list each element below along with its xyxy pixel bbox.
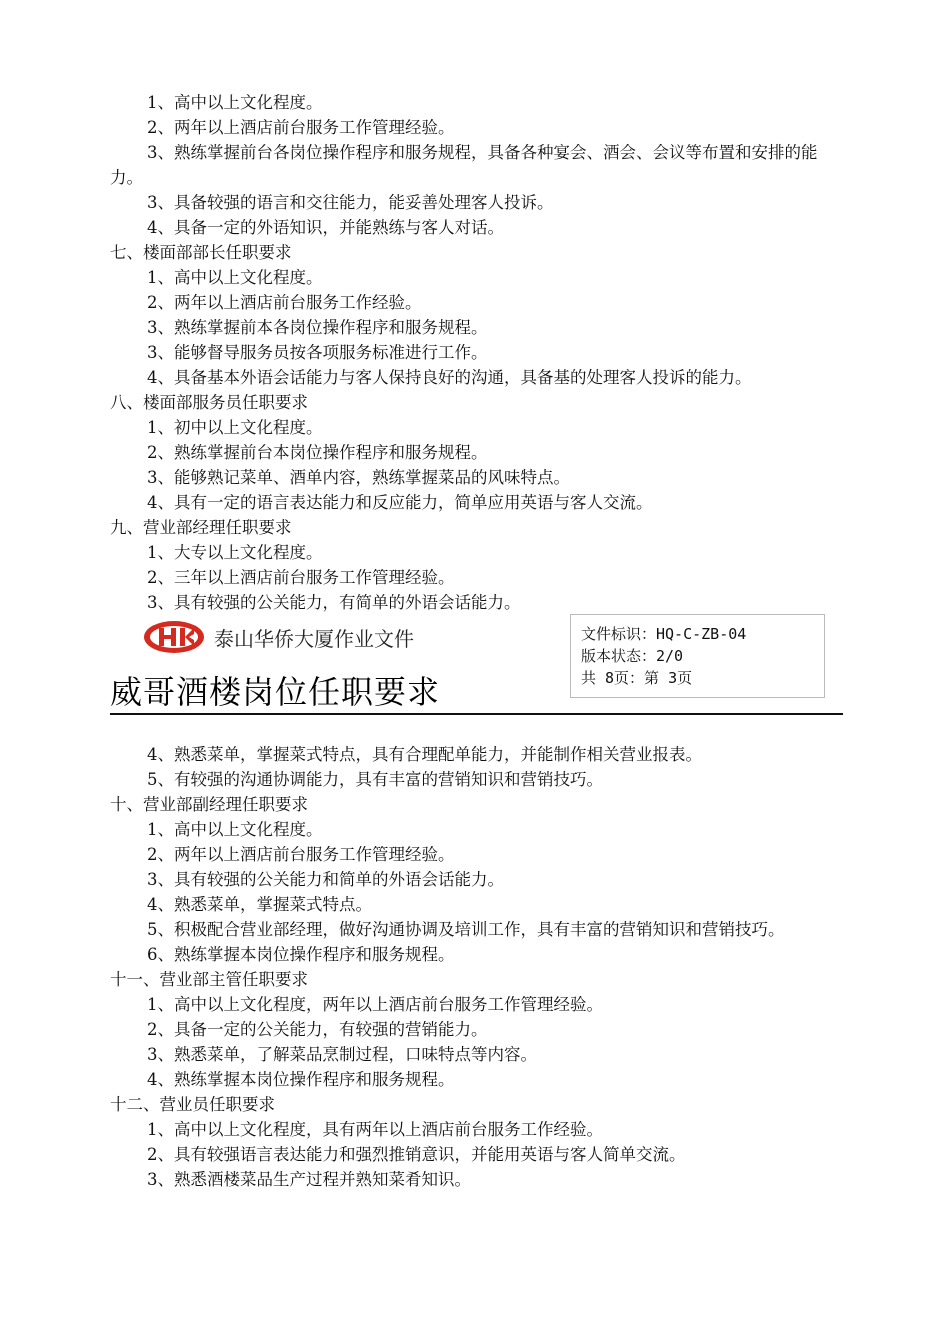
- section-heading: 十一、营业部主管任职要求: [110, 970, 308, 989]
- requirement-item: 2、具有较强语言表达能力和强烈推销意识，并能用英语与客人简单交流。: [147, 1145, 686, 1164]
- section-heading: 七、楼面部部长任职要求: [110, 243, 292, 262]
- section-heading: 八、楼面部服务员任职要求: [110, 393, 308, 412]
- requirement-item: 2、具备一定的公关能力，有较强的营销能力。: [147, 1020, 488, 1039]
- requirement-item: 6、熟练掌握本岗位操作程序和服务规程。: [147, 945, 455, 964]
- page-count: 共 8页：第 3页: [581, 669, 693, 687]
- requirement-item: 1、高中以上文化程度。: [147, 820, 323, 839]
- requirement-item: 2、两年以上酒店前台服务工作管理经验。: [147, 845, 455, 864]
- company-logo-icon: [142, 619, 206, 655]
- requirement-item: 2、两年以上酒店前台服务工作经验。: [147, 293, 422, 312]
- requirement-item: 3、具有较强的公关能力和简单的外语会话能力。: [147, 870, 504, 889]
- requirement-item: 4、熟练掌握本岗位操作程序和服务规程。: [147, 1070, 455, 1089]
- requirement-item: 2、熟练掌握前台本岗位操作程序和服务规程。: [147, 443, 488, 462]
- requirement-item: 1、大专以上文化程度。: [147, 543, 323, 562]
- requirement-item: 3、能够熟记菜单、酒单内容，熟练掌握菜品的风味特点。: [147, 468, 570, 487]
- requirement-item: 3、具有较强的公关能力，有简单的外语会话能力。: [147, 593, 521, 612]
- requirement-item: 5、有较强的沟通协调能力，具有丰富的营销知识和营销技巧。: [147, 770, 603, 789]
- doc-id: 文件标识：HQ-C-ZB-04: [581, 625, 747, 643]
- requirement-item: 3、能够督导服务员按各项服务标准进行工作。: [147, 343, 488, 362]
- version-status: 版本状态：2/0: [581, 647, 684, 665]
- requirement-item: 4、具有一定的语言表达能力和反应能力，简单应用英语与客人交流。: [147, 493, 653, 512]
- requirement-item: 4、具备一定的外语知识，并能熟练与客人对话。: [147, 218, 504, 237]
- requirement-item: 2、三年以上酒店前台服务工作管理经验。: [147, 568, 455, 587]
- company-name: 泰山华侨大厦作业文件: [214, 627, 414, 651]
- requirement-item: 3、熟悉酒楼菜品生产过程并熟知菜肴知识。: [147, 1170, 471, 1189]
- requirement-item: 3、熟练掌握前本各岗位操作程序和服务规程。: [147, 318, 488, 337]
- section-heading: 十二、营业员任职要求: [110, 1095, 275, 1114]
- section-heading: 十、营业部副经理任职要求: [110, 795, 308, 814]
- requirement-item: 4、熟悉菜单，掌握菜式特点。: [147, 895, 372, 914]
- requirement-item: 1、高中以上文化程度，具有两年以上酒店前台服务工作经验。: [147, 1120, 603, 1139]
- document-title: 威哥酒楼岗位任职要求: [110, 673, 441, 711]
- section-heading: 九、营业部经理任职要求: [110, 518, 292, 537]
- document-header: [110, 611, 845, 719]
- requirement-item: 1、高中以上文化程度，两年以上酒店前台服务工作管理经验。: [147, 995, 603, 1014]
- requirement-item: 1、初中以上文化程度。: [147, 418, 323, 437]
- requirement-item: 3、熟练掌握前台各岗位操作程序和服务规程，具备各种宴会、酒会、会议等布置和安排的能力。: [110, 143, 818, 187]
- requirement-item: 3、具备较强的语言和交往能力，能妥善处理客人投诉。: [147, 193, 554, 212]
- requirement-item: 1、高中以上文化程度。: [147, 93, 323, 112]
- requirement-item: 5、积极配合营业部经理，做好沟通协调及培训工作，具有丰富的营销知识和营销技巧。: [147, 920, 785, 939]
- bottom-text-block: [110, 742, 845, 1192]
- document-info-box: [570, 614, 825, 698]
- requirement-item: 4、具备基本外语会话能力与客人保持良好的沟通，具备基的处理客人投诉的能力。: [147, 368, 752, 387]
- top-text-block: [110, 90, 845, 615]
- requirement-item: 2、两年以上酒店前台服务工作管理经验。: [147, 118, 455, 137]
- requirement-item: 1、高中以上文化程度。: [147, 268, 323, 287]
- requirement-item: 3、熟悉菜单，了解菜品烹制过程，口味特点等内容。: [147, 1045, 537, 1064]
- requirement-item: 4、熟悉菜单，掌握菜式特点，具有合理配单能力，并能制作相关营业报表。: [147, 745, 702, 764]
- header-rule: [110, 713, 843, 715]
